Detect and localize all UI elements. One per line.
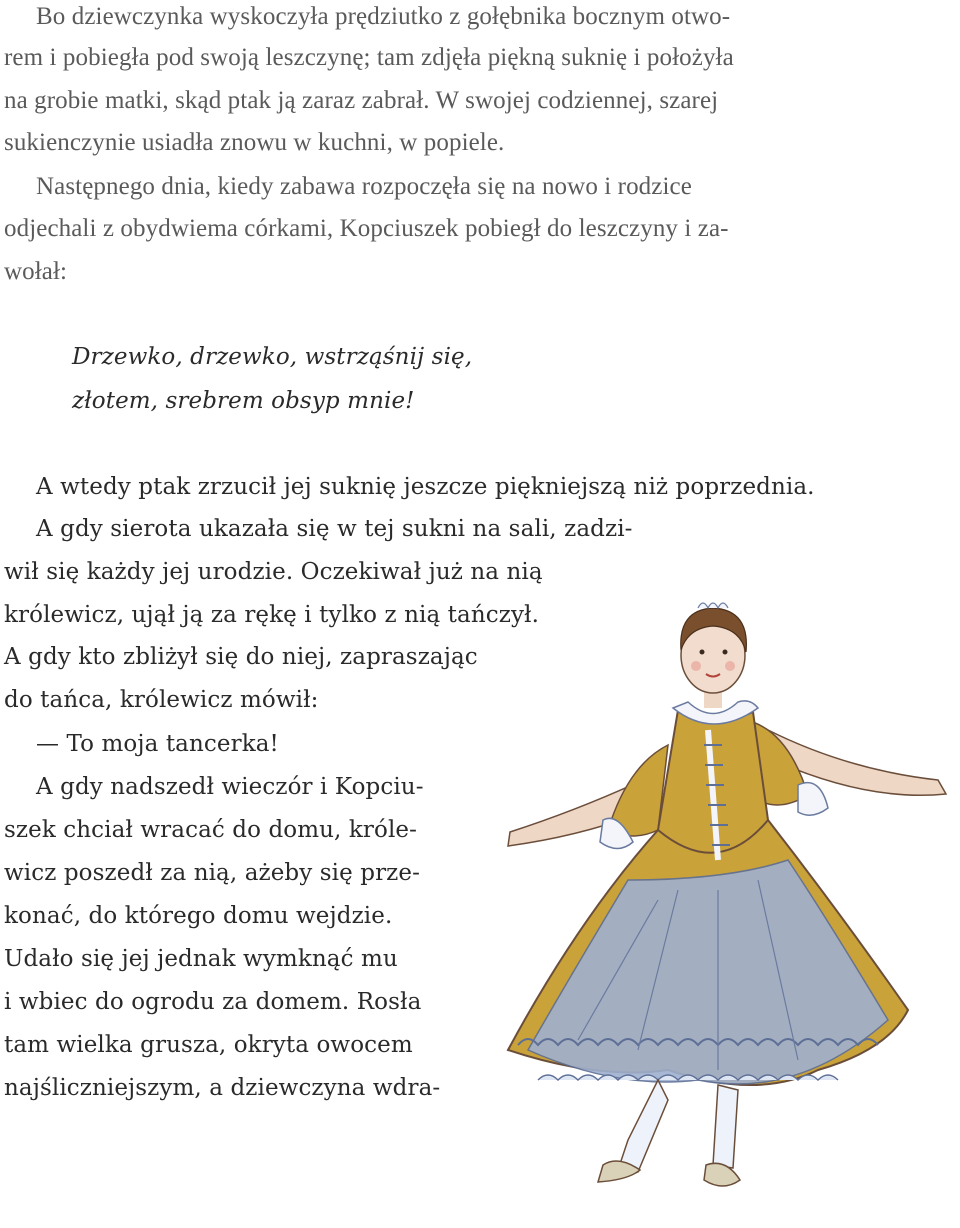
blue-underskirt — [528, 860, 888, 1084]
text-line: A wtedy ptak zrzucił jej suknię jeszcze piękniejszą niż poprzednia. — [36, 474, 815, 500]
left-cheek — [691, 661, 701, 671]
text-line: królewicz, ujął ją za rękę i tylko z nią tańczył. — [4, 602, 540, 628]
text-line: najśliczniejszym, a dziewczyna wdra- — [4, 1075, 441, 1101]
text-line: A gdy sierota ukazała się w tej sukni na sali, zadzi- — [36, 516, 633, 542]
text-line: Bo dziewczynka wyskoczyła prędziutko z gołębnika bocznym otwo- — [36, 3, 731, 30]
text-line: szek chciał wracać do domu, króle- — [4, 817, 417, 843]
right-cuff — [798, 783, 828, 816]
text-line: wicz poszedł za nią, ażeby się prze- — [4, 860, 420, 886]
left-leg — [618, 1080, 668, 1172]
text-line: odjechali z obydwiema córkami, Kopciuszek pobiegł do leszczyny i za- — [4, 215, 729, 242]
dancing-girl-illustration — [468, 580, 960, 1228]
poem-line: złotem, srebrem obsyp mnie! — [72, 388, 415, 414]
text-line: konać, do którego domu wejdzie. — [4, 903, 393, 929]
text-line: Udało się jej jednak wymknąć mu — [4, 946, 398, 972]
hair-cap — [698, 603, 728, 608]
text-line: tam wielka grusza, okryta owocem — [4, 1032, 413, 1058]
text-line: sukienczynie usiadła znowu w kuchni, w popiele. — [4, 129, 505, 156]
right-shoe — [704, 1163, 740, 1186]
text-line: wił się każdy jej urodzie. Oczekiwał już na nią — [4, 559, 543, 585]
text-line: A gdy nadszedł wieczór i Kopciu- — [36, 774, 424, 800]
poem-line: Drzewko, drzewko, wstrząśnij się, — [72, 344, 473, 370]
right-cheek — [725, 661, 735, 671]
left-eye — [700, 650, 705, 655]
lower-ruffle — [538, 1075, 838, 1080]
text-line: A gdy kto zbliżył się do niej, zapraszając — [4, 644, 478, 670]
text-line: rem i pobiegła pod swoją leszczynę; tam zdjęła piękną suknię i położyła — [4, 44, 734, 71]
text-line: i wbiec do ogrodu za domem. Rosła — [4, 989, 422, 1015]
right-leg — [713, 1085, 738, 1168]
dialogue-line: — To moja tancerka! — [36, 731, 279, 757]
text-line: na grobie matki, skąd ptak ją zaraz zabrał. W swojej codziennej, szarej — [4, 87, 719, 114]
text-line: wołał: — [4, 258, 68, 285]
text-line: Następnego dnia, kiedy zabawa rozpoczęła się na nowo i rodzice — [36, 173, 692, 200]
text-line: do tańca, królewicz mówił: — [4, 687, 319, 713]
right-eye — [723, 650, 728, 655]
